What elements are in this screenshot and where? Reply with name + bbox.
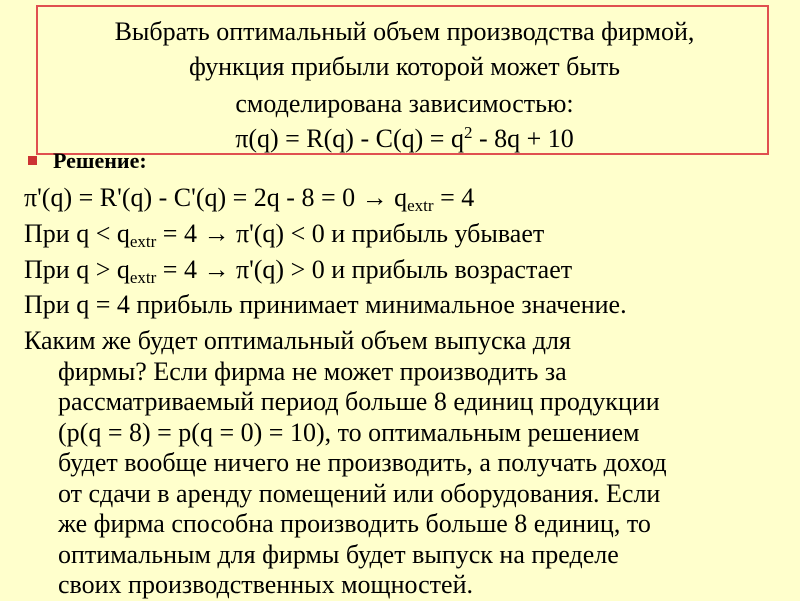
paragraph-line: же фирма способна производить больше 8 единиц, то bbox=[58, 509, 651, 538]
title-formula bbox=[38, 124, 771, 154]
increasing-line bbox=[24, 255, 572, 285]
title-text bbox=[38, 7, 771, 157]
decreasing-line-end: = 4 → π'(q) < 0 и прибыль убывает bbox=[156, 219, 545, 248]
derivative-line bbox=[24, 183, 474, 213]
title-formula-exponent: 2 bbox=[463, 123, 473, 142]
paragraph-line: Каким же будет оптимальный объем выпуска для bbox=[24, 326, 571, 355]
increasing-line-start: При q > q bbox=[24, 255, 130, 284]
title-formula-left: π(q) = R(q) - C(q) = q bbox=[235, 124, 464, 153]
derivative-line-main: π'(q) = R'(q) - C'(q) = 2q - 8 = 0 → q bbox=[24, 183, 408, 212]
title-line-3: смоделирована зависимостью: bbox=[235, 89, 574, 118]
title-box bbox=[36, 5, 769, 155]
increasing-line-end: = 4 → π'(q) > 0 и прибыль возрастает bbox=[156, 255, 573, 284]
paragraph-line: будет вообще ничего не производить, а получать доход bbox=[58, 448, 667, 477]
title-line-2: функция прибыли которой может быть bbox=[188, 52, 621, 81]
paragraph-line: своих производственных мощностей. bbox=[58, 570, 473, 599]
title-line-1: Выбрать оптимальный объем производства фирмой, bbox=[114, 17, 695, 46]
derivative-line-subscript: extr bbox=[407, 196, 434, 215]
bullet-square-icon bbox=[28, 156, 37, 165]
minimum-line: При q = 4 прибыль принимает минимальное значение. bbox=[24, 290, 627, 319]
paragraph-line: от сдачи в аренду помещений или оборудования. Если bbox=[58, 478, 661, 508]
paragraph-line: оптимальным для фирмы будет выпуск на пределе bbox=[58, 539, 619, 569]
title-formula-right: - 8q + 10 bbox=[472, 124, 574, 153]
solution-heading: Решение: bbox=[53, 148, 147, 173]
derivative-line-end: = 4 bbox=[433, 183, 475, 212]
decreasing-line-subscript: extr bbox=[129, 232, 157, 251]
decreasing-line bbox=[24, 219, 544, 249]
paragraph-line: рассматриваемый период больше 8 единиц продукции bbox=[58, 387, 660, 416]
paragraph-line: фирмы? Если фирма не может производить за bbox=[58, 356, 567, 386]
decreasing-line-start: При q < q bbox=[24, 219, 130, 248]
conclusion-paragraph bbox=[24, 326, 794, 601]
paragraph-line: (p(q = 8) = p(q = 0) = 10), то оптимальным решением bbox=[58, 417, 640, 447]
increasing-line-subscript: extr bbox=[129, 268, 157, 287]
